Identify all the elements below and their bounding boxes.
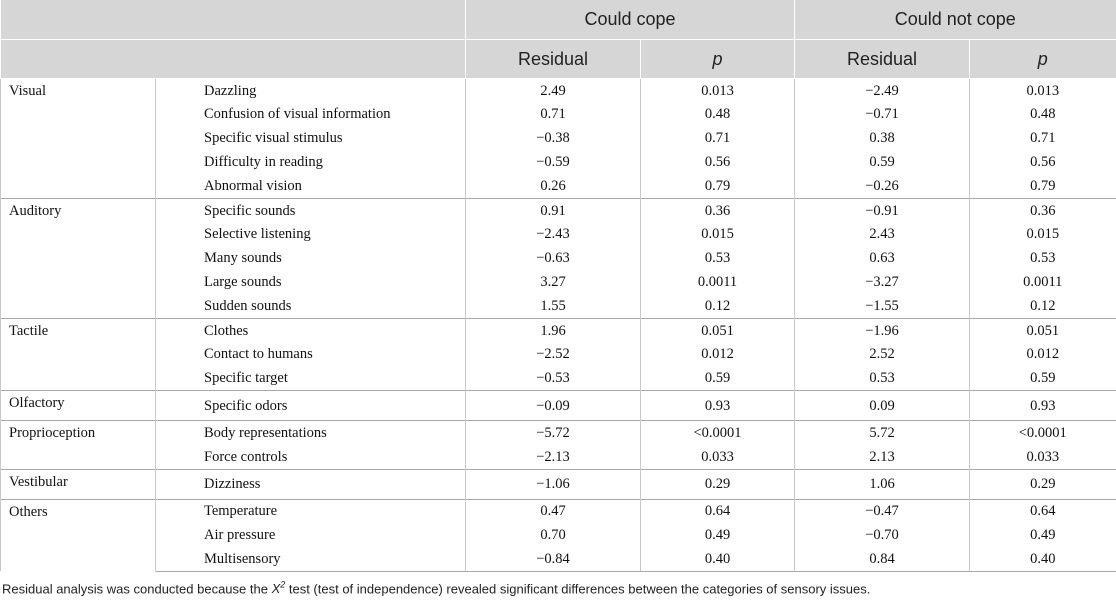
cope-residual-cell: −0.84 [466, 547, 641, 571]
cope-p-cell: 0.015 [641, 223, 795, 247]
cope-p-cell: 0.36 [641, 198, 795, 222]
category-cell: Tactile [1, 318, 156, 390]
cope-p-cell: 0.0011 [641, 270, 795, 294]
notcope-residual-cell: −0.47 [795, 499, 970, 523]
cope-residual-cell: 0.91 [466, 198, 641, 222]
footnote-text-before: Residual analysis was conducted because the [2, 581, 272, 597]
cope-p-cell: 0.93 [641, 391, 795, 421]
table-body [1, 79, 1116, 572]
notcope-p-cell: 0.79 [1030, 177, 1056, 194]
category-cell: Vestibular [1, 469, 156, 499]
header-notcope-p: p [970, 40, 1116, 79]
cope-residual-cell: −0.63 [466, 247, 641, 271]
notcope-residual-cell: 1.06 [795, 469, 970, 499]
notcope-p-cell: 0.36 [970, 198, 1116, 222]
notcope-residual-cell: −0.70 [795, 523, 970, 547]
cope-p-cell: 0.59 [641, 367, 795, 391]
chi-square-symbol: $X^2$ [271, 580, 286, 597]
item-cell: Abnormal vision [156, 174, 466, 198]
cope-residual-cell: −5.72 [466, 421, 641, 445]
table-row [1, 367, 1116, 391]
notcope-residual-cell: 2.52 [795, 343, 970, 367]
notcope-p-cell: 0.59 [1030, 370, 1056, 387]
notcope-p-cell: 0.71 [1030, 130, 1056, 147]
cope-residual-cell: −2.52 [466, 343, 641, 367]
table-row [1, 523, 1116, 547]
item-cell: Difficulty in reading [156, 150, 466, 174]
table-row [1, 103, 1116, 127]
table-row [1, 223, 1116, 247]
notcope-p-cell: 0.49 [1030, 526, 1056, 543]
notcope-residual-cell: 0.63 [795, 247, 970, 271]
notcope-p-cell: 0.64 [970, 499, 1116, 523]
item-cell: Clothes [156, 318, 466, 342]
notcope-residual-cell: 2.13 [795, 445, 970, 469]
item-cell: Dizziness [156, 469, 466, 499]
notcope-p-cell: 0.0011 [1023, 274, 1063, 291]
notcope-p-cell: 0.29 [970, 469, 1116, 499]
category-cell: Auditory [1, 198, 156, 318]
table-row [1, 343, 1116, 367]
cope-residual-cell: 1.96 [466, 318, 641, 342]
cope-residual-cell: −1.06 [466, 469, 641, 499]
table-row [1, 79, 1116, 103]
header-blank-cell [1, 0, 466, 40]
cope-residual-cell: 0.26 [466, 174, 641, 198]
item-cell: Air pressure [156, 523, 466, 547]
header-cope-p: p [641, 40, 795, 79]
category-cell: Visual [1, 79, 156, 199]
cope-residual-cell: 0.47 [466, 499, 641, 523]
header-cope-residual: Residual [466, 40, 641, 79]
notcope-residual-cell: −1.55 [795, 294, 970, 318]
notcope-p-cell: 0.051 [970, 318, 1116, 342]
cope-p-cell: 0.71 [641, 127, 795, 151]
notcope-residual-cell: 0.38 [795, 127, 970, 151]
item-cell: Specific sounds [156, 198, 466, 222]
header-could-cope: Could cope [466, 0, 795, 40]
cope-p-cell: 0.033 [641, 445, 795, 469]
table-row [1, 270, 1116, 294]
table-row [1, 445, 1116, 469]
cope-p-cell: 0.012 [641, 343, 795, 367]
table-row [1, 294, 1116, 318]
cope-p-cell: 0.49 [641, 523, 795, 547]
notcope-residual-cell: −3.27 [795, 270, 970, 294]
header-could-not-cope: Could not cope [795, 0, 1116, 40]
table-row [1, 198, 1116, 222]
cope-residual-cell: −0.59 [466, 150, 641, 174]
category-cell: Proprioception [1, 421, 156, 470]
notcope-residual-cell: 0.53 [795, 367, 970, 391]
table-row [1, 174, 1116, 198]
cope-residual-cell: 1.55 [466, 294, 641, 318]
notcope-p-cell: 0.012 [1026, 346, 1060, 363]
footnote-text-after: test (test of independence) revealed significant differences between the categories of sensory issues. [285, 581, 871, 597]
table-row [1, 318, 1116, 342]
cope-residual-cell: −0.53 [466, 367, 641, 391]
category-cell: Olfactory [1, 391, 156, 421]
notcope-p-cell: 0.12 [1030, 297, 1056, 314]
table-footnote [2, 580, 870, 596]
cope-p-cell: 0.56 [641, 150, 795, 174]
item-cell: Contact to humans [156, 343, 466, 367]
table-row [1, 127, 1116, 151]
item-cell: Large sounds [156, 270, 466, 294]
table-row [1, 499, 1116, 523]
item-cell: Confusion of visual information [156, 103, 466, 127]
notcope-p-cell: 0.40 [970, 547, 1116, 571]
header-sub-row [1, 40, 1116, 79]
item-cell: Specific target [156, 367, 466, 391]
notcope-p-cell: <0.0001 [970, 421, 1116, 445]
header-group-row [1, 0, 1116, 40]
header-blank-cell [1, 40, 466, 79]
table-row [1, 469, 1116, 499]
notcope-residual-cell: 2.43 [795, 223, 970, 247]
cope-p-cell: 0.12 [641, 294, 795, 318]
notcope-p-cell: 0.013 [970, 79, 1116, 103]
table-row [1, 421, 1116, 445]
cope-residual-cell: 2.49 [466, 79, 641, 103]
cope-residual-cell: −0.09 [466, 391, 641, 421]
notcope-residual-cell: 0.09 [795, 391, 970, 421]
item-cell: Specific visual stimulus [156, 127, 466, 151]
item-cell: Sudden sounds [156, 294, 466, 318]
notcope-residual-cell: 0.84 [795, 547, 970, 571]
cope-p-cell: 0.64 [641, 499, 795, 523]
cope-residual-cell: −2.43 [466, 223, 641, 247]
category-cell: Others [1, 499, 156, 571]
item-cell: Temperature [156, 499, 466, 523]
item-cell: Body representations [156, 421, 466, 445]
notcope-residual-cell: −2.49 [795, 79, 970, 103]
cope-residual-cell: −0.38 [466, 127, 641, 151]
cope-p-cell: 0.79 [641, 174, 795, 198]
notcope-residual-cell: −0.26 [795, 174, 970, 198]
notcope-p-cell: 0.48 [1030, 106, 1056, 123]
item-cell: Many sounds [156, 247, 466, 271]
cope-residual-cell: 0.71 [466, 103, 641, 127]
cope-p-cell: 0.53 [641, 247, 795, 271]
notcope-p-cell: 0.93 [970, 391, 1116, 421]
notcope-residual-cell: −0.71 [795, 103, 970, 127]
cope-residual-cell: −2.13 [466, 445, 641, 469]
item-cell: Force controls [156, 445, 466, 469]
item-cell: Selective listening [156, 223, 466, 247]
notcope-residual-cell: −1.96 [795, 318, 970, 342]
notcope-p-cell: 0.56 [1030, 154, 1056, 171]
table-row [1, 247, 1116, 271]
table-row [1, 547, 1116, 571]
cope-p-cell: 0.051 [641, 318, 795, 342]
cope-p-cell: 0.013 [641, 79, 795, 103]
notcope-p-cell: 0.53 [1030, 250, 1056, 267]
header-notcope-residual: Residual [795, 40, 970, 79]
item-cell: Specific odors [156, 391, 466, 421]
cope-p-cell: 0.40 [641, 547, 795, 571]
notcope-residual-cell: 5.72 [795, 421, 970, 445]
cope-residual-cell: 0.70 [466, 523, 641, 547]
table-row [1, 391, 1116, 421]
notcope-residual-cell: 0.59 [795, 150, 970, 174]
cope-p-cell: 0.48 [641, 103, 795, 127]
table-row [1, 150, 1116, 174]
item-cell: Dazzling [156, 79, 466, 103]
cope-residual-cell: 3.27 [466, 270, 641, 294]
notcope-p-cell: 0.033 [1026, 448, 1060, 465]
cope-p-cell: 0.29 [641, 469, 795, 499]
notcope-residual-cell: −0.91 [795, 198, 970, 222]
item-cell: Multisensory [156, 547, 466, 571]
cope-p-cell: <0.0001 [641, 421, 795, 445]
chi-square-superscript: 2 [280, 580, 286, 590]
notcope-p-cell: 0.015 [1026, 226, 1060, 243]
